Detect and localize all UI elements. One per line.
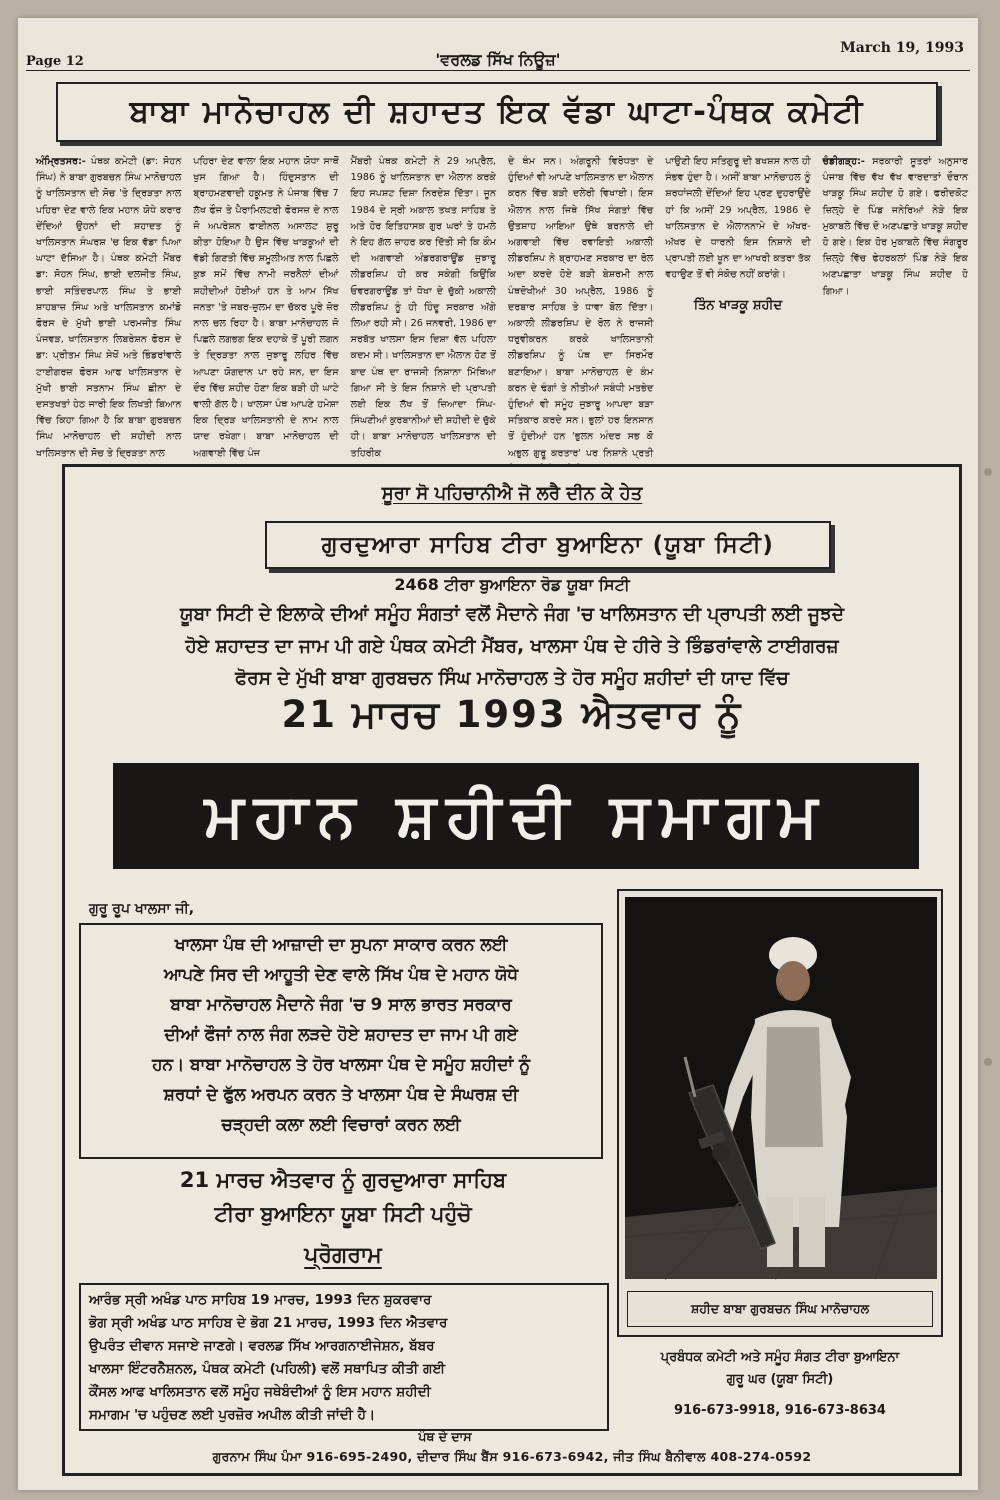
article-text: ਮੈਂਬਰੀ ਪੰਥਕ ਕਮੇਟੀ ਨੇ 29 ਅਪ੍ਰੈਲ, 1986 ਨੂੰ ਖਾਲਿਸਤਾਨ ਦਾ ਐਲਾਨ ਕਰਕੇ ਇਹ ਸਪਸ਼ਟ ਦਿਸ਼ਾ ਨਿਰਦੇਸ਼ ਦਿੱਤਾ। ਜੂਨ 1984 ਦੇ ਸ੍ਰੀ ਅਕਾਲ ਤਖਤ ਸਾਹਿਬ ਤੇ ਅਤੇ ਹੋਰ ਇਤਿਹਾਸਕ ਗੁਰ ਘਰਾਂ ਤੇ ਹਮਲੇ ਨੇ ਇਹ ਗੱਲ ਜ਼ਾਹਰ ਕਰ ਦਿੱਤੀ ਸੀ ਕਿ ਕੌਮ ਦੀ ਅਗਵਾਈ ਅੰਡਰਗਰਾਊਂਡ ਜੁਝਾਰੂ ਲੀਡਰਸ਼ਿਪ ਹੀ ਕਰ ਸਕੇਗੀ ਕਿਉਂਕਿ ਓਵਰਗਰਾਊਂਡ ਤਾਂ ਧੋਖਾ ਦੇ ਚੁੱਕੀ ਅਕਾਲੀ ਲੀਡਰਸ਼ਿਪ ਨੂੰ ਹੀ ਹਿੰਦੂ ਸਰਕਾਰ ਅੱਗੇ ਲਿਆ ਰਹੀ ਸੀ। 26 ਜਨਵਰੀ, 1986 ਦਾ ਸਰਬੱਤ ਖਾਲਸਾ ਇਸ ਦਿਸ਼ਾ ਵੱਲ ਪਹਿਲਾ ਕਦਮ ਸੀ। ਖਾਲਿਸਤਾਨ ਦਾ ਐਲਾਨ ਹੋਣ ਤੋਂ ਬਾਦ ਪੰਥ ਦਾ ਰਾਜਸੀ ਨਿਸ਼ਾਨਾ ਮਿੱਥਿਆ ਗਿਆ ਸੀ ਤੇ ਇਸ ਨਿਸ਼ਾਨੇ ਦੀ ਪ੍ਰਾਪਤੀ ਲਈ ਇਕ ਲੱਖ ਤੋਂ ਜ਼ਿਆਦਾ ਸਿੰਘ-ਸਿੰਘਣੀਆਂ ਕੁਰਬਾਨੀਆਂ ਦੀ ਸ਼ਹੀਦੀ ਦੇ ਚੁੱਕੇ ਹੀ। ਬਾਬਾ ਮਾਨੋਚਾਹਲ ਖਾਲਿਸਤਾਨ ਦੀ ਤਹਿਰੀਕ xyxy=(350,156,496,459)
motto: ਸੂਰਾ ਸੋ ਪਹਿਚਾਨੀਐ ਜੋ ਲਰੈ ਦੀਨ ਕੇ ਹੇਤ xyxy=(381,483,643,504)
gurdwara-address: 2468 ਟੀਰਾ ਬੁਆਇਨਾ ਰੋਡ ਯੂਬਾ ਸਿਟੀ xyxy=(394,575,630,594)
article-column-4 xyxy=(507,154,654,459)
invitation-text: ਯੂਬਾ ਸਿਟੀ ਦੇ ਇਲਾਕੇ ਦੀਆਂ ਸਮੂੰਹ ਸੰਗਤਾਂ ਵਲੋਂ ਮੈਦਾਨੇ ਜੰਗ 'ਚ ਖਾਲਿਸਤਾਨ ਦੀ ਪ੍ਰਾਪਤੀ ਲਈ ਜੂਝਦੇ ਹੋਏ ਸ਼ਹਾਦਤ ਦਾ ਜਾਮ ਪੀ ਗਏ ਪੰਥਕ ਕਮੇਟੀ ਮੈਂਬਰ, ਖਾਲਸਾ ਪੰਥ ਦੇ ਹੀਰੇ ਤੇ ਭਿੰਡਰਾਂਵਾਲੇ ਟਾਈਗਰਜ਼ ਫੋਰਸ ਦੇ ਮੁੱਖੀ ਬਾਬਾ ਗੁਰਬਚਨ ਸਿੰਘ ਮਾਨੋਚਾਹਲ ਤੇ ਹੋਰ ਸਮੂੰਹ ਸ਼ਹੀਦਾਂ ਦੀ ਯਾਦ ਵਿੱਚ xyxy=(179,604,845,689)
page-number: Page 12 xyxy=(26,54,84,69)
program-title: ਪ੍ਰੋਗਰਾਮ xyxy=(304,1243,382,1268)
organizer-phones: 916-673-9918, 916-673-8634 xyxy=(674,1403,886,1418)
article-text: ਪਹਿਰਾ ਦੇਣ ਵਾਲਾ ਇਕ ਮਹਾਨ ਯੋਧਾ ਸਾਥੋਂ ਖੁਸ ਗਿਆ ਹੈ। ਹਿੰਦੁਸਤਾਨ ਦੀ ਬ੍ਰਾਹਮਣਵਾਦੀ ਹਕੂਮਤ ਨੇ ਪੰਜਾਬ ਵਿੱਚ 7 ਲੱਖ ਫੌਜ ਤੇ ਪੈਰਾਮਿਲਟਰੀ ਫੋਰਸਜ਼ ਦੇ ਨਾਲ ਜੋ ਅਪਰੇਸ਼ਨ ਫਾਈਨਲ ਅਸਾਲਟ ਸ਼ੁਰੂ ਕੀਤਾ ਹੋਇਆ ਹੈ ਉਸ ਵਿੱਚ ਖਾੜਕੂਆਂ ਦੀ ਵੱਡੀ ਗਿਣਤੀ ਵਿੱਚ ਸ਼ਮੂਲੀਅਤ ਨਾਲ ਪਿਛਲੇ ਕੁਝ ਸਮੇਂ ਵਿੱਚ ਨਾਮੀ ਜਰਨੈਲਾਂ ਦੀਆਂ ਸ਼ਹੀਦੀਆਂ ਹੋਈਆਂ ਹਨ ਤੇ ਆਮ ਸਿੱਖ ਜਨਤਾ 'ਤੇ ਜਬਰ-ਜ਼ੁਲਮ ਦਾ ਚੱਕਰ ਪੂਰੇ ਜ਼ੋਰ ਨਾਲ ਚਲ ਰਿਹਾ ਹੈ। ਬਾਬਾ ਮਾਨੋਚਾਹਲ ਜੋ ਪਿਛਲੇ ਲਗਭਗ ਇਕ ਦਹਾਕੇ ਤੋਂ ਪੂਰੀ ਲਗਨ ਤੇ ਦ੍ਰਿੜਤਾ ਨਾਲ ਜੁਝਾਰੂ ਲਹਿਰ ਵਿੱਚ ਆਪਣਾ ਯੋਗਦਾਨ ਪਾ ਰਹੇ ਸਨ, ਦਾ ਇਸ ਦੌਰ ਵਿੱਚ ਸ਼ਹੀਦ ਹੋਣਾ ਇਕ ਬੜੀ ਹੀ ਘਾਟੇ ਵਾਲੀ ਗੱਲ ਹੈ। ਖਾਲਸਾ ਪੰਥ ਆਪਣੇ ਹਮੇਸ਼ਾ ਇਕ ਦ੍ਰਿੜ ਖਾਲਿਸਤਾਨੀ ਦੇ ਨਾਮ ਨਾਲ ਯਾਦ ਰਖੇਗਾ। ਬਾਬਾ ਮਾਨੋਚਾਹਲ ਦੀ ਅਗਵਾਈ ਵਿੱਚ ਪੰਜ xyxy=(193,156,339,459)
subheading: ਤਿੰਨ ਖਾੜਕੂ ਸ਼ਹੀਦ xyxy=(693,297,783,313)
venue-callout: 21 ਮਾਰਚ ਐਤਵਾਰ ਨੂੰ ਗੁਰਦੁਆਰਾ ਸਾਹਿਬ ਟੀਰਾ ਬੁਆਇਨਾ ਯੂਬਾ ਸਿਟੀ ਪਹੁੰਚੋ xyxy=(179,1168,507,1226)
event-banner: ਮਹਾਨ ਸ਼ਹੀਦੀ ਸਮਾਗਮ xyxy=(113,763,919,869)
newspaper-page xyxy=(18,18,978,1490)
dateline: ਚੰਡੀਗੜ੍ਹ:- xyxy=(822,156,865,167)
headline: ਬਾਬਾ ਮਾਨੋਚਾਹਲ ਦੀ ਸ਼ਹਾਦਤ ਇਕ ਵੱਡਾ ਘਾਟਾ-ਪੰਥਕ ਕਮੇਟੀ xyxy=(56,82,938,142)
event-date: 21 ਮਾਰਚ 1993 ਐਤਵਾਰ ਨੂੰ xyxy=(281,693,743,736)
issue-date: March 19, 1993 xyxy=(840,40,964,56)
newspaper-name: 'ਵਰਲਡ ਸਿੱਖ ਨਿਊਜ਼' xyxy=(435,50,561,69)
portrait-photo xyxy=(625,897,935,1279)
portrait-frame xyxy=(617,889,943,1337)
portrait-illustration xyxy=(625,897,937,1279)
message-box: ਖਾਲਸਾ ਪੰਥ ਦੀ ਆਜ਼ਾਦੀ ਦਾ ਸੁਪਨਾ ਸਾਕਾਰ ਕਰਨ ਲਈ ਆਪਣੇ ਸਿਰ ਦੀ ਆਹੂਤੀ ਦੇਣ ਵਾਲੇ ਸਿੱਖ ਪੰਥ ਦੇ ਮਹਾਨ ਯੋਧੇ ਬਾਬਾ ਮਾਨੋਚਾਹਲ ਮੈਦਾਨੇ ਜੰਗ 'ਚ 9 ਸਾਲ ਭਾਰਤ ਸਰਕਾਰ ਦੀਆਂ ਫੌਜਾਂ ਨਾਲ ਜੰਗ ਲੜਦੇ ਹੋਏ ਸ਼ਹਾਦਤ ਦਾ ਜਾਮ ਪੀ ਗਏ ਹਨ। ਬਾਬਾ ਮਾਨੋਚਾਹਲ ਤੇ ਹੋਰ ਖਾਲਸਾ ਪੰਥ ਦੇ ਸਮੂੰਹ ਸ਼ਹੀਦਾਂ ਨੂੰ ਸ਼ਰਧਾਂ ਦੇ ਫੁੱਲ ਅਰਪਨ ਕਰਨ ਤੇ ਖਾਲਸਾ ਪੰਥ ਦੇ ਸੰਘਰਸ਼ ਦੀ ਚੜ੍ਹਦੀ ਕਲਾ ਲਈ ਵਿਚਾਰਾਂ ਕਰਨ ਲਈ xyxy=(79,923,603,1159)
binder-hole xyxy=(984,1058,992,1066)
portrait-caption: ਸ਼ਹੀਦ ਬਾਬਾ ਗੁਰਬਚਨ ਸਿੰਘ ਮਾਨੋਚਾਹਲ xyxy=(627,1291,933,1327)
article-column-3 xyxy=(350,154,496,459)
dateline: ਅੰਮ੍ਰਿਤਸਰ:- xyxy=(36,156,86,167)
masthead-rule xyxy=(26,70,970,71)
organizers: ਪ੍ਰਬੰਧਕ ਕਮੇਟੀ ਅਤੇ ਸਮੂੰਹ ਸੰਗਤ ਟੀਰਾ ਬੁਆਇਨਾ ਗੁਰੂ ਘਰ (ਯੂਬਾ ਸਿਟੀ) xyxy=(660,1350,900,1387)
article-columns xyxy=(36,154,968,459)
article-column-1 xyxy=(36,154,182,459)
article-text: ਸਰਕਾਰੀ ਸੂਤਰਾਂ ਅਨੁਸਾਰ ਪੰਜਾਬ ਵਿੱਚ ਵੱਖ ਵੱਖ ਵਾਰਦਾਤਾਂ ਦੌਰਾਨ ਖਾੜਕੂ ਸਿੰਘ ਸ਼ਹੀਦ ਹੋ ਗਏ। ਫਰੀਦਕੋਟ ਜ਼ਿਲ੍ਹੇ ਦੇ ਪਿੰਡ ਜਨੇਰਿਆਂ ਨੇੜੇ ਇਕ ਮੁਕਾਬਲੇ ਵਿੱਚ ਦੋ ਅਣਪਛਾਤੇ ਖਾੜਕੂ ਸ਼ਹੀਦ ਹੋ ਗਏ। ਇਕ ਹੋਰ ਮੁਕਾਬਲੇ ਵਿੱਚ ਸੰਗਰੂਰ ਜ਼ਿਲ੍ਹੇ ਵਿੱਚ ਫੇਹਰਕਲਾਂ ਪਿੰਡ ਨੇੜੇ ਇਕ ਅਣਪਛਾਤਾ ਖਾੜਕੂ ਸਿੰਘ ਸ਼ਹੀਦ ਹੋ ਗਿਆ। xyxy=(822,156,968,297)
program-box: ਆਰੰਭ ਸ੍ਰੀ ਅਖੰਡ ਪਾਠ ਸਾਹਿਬ 19 ਮਾਰਚ, 1993 ਦਿਨ ਸ਼ੁਕਰਵਾਰ ਭੋਗ ਸ੍ਰੀ ਅਖੰਡ ਪਾਠ ਸਾਹਿਬ ਦੇ ਭੋਗ 21 ਮਾਰਚ, 1993 ਦਿਨ ਐਤਵਾਰ ਉਪਰੰਤ ਦੀਵਾਨ ਸਜਾਏ ਜਾਣਗੇ। ਵਰਲਡ ਸਿੱਖ ਆਰਗਨਾਈਜੇਸ਼ਨ, ਬੱਬਰ ਖਾਲਸਾ ਇੰਟਰਨੈਸ਼ਨਲ, ਪੰਥਕ ਕਮੇਟੀ (ਪਹਿਲੀ) ਵਲੋਂ ਸਥਾਪਿਤ ਕੀਤੀ ਗਈ ਕੌਂਸਲ ਆਫ ਖਾਲਿਸਤਾਨ ਵਲੋਂ ਸਮੂੰਹ ਜਥੇਬੰਦੀਆਂ ਨੂੰ ਇਸ ਮਹਾਨ ਸ਼ਹੀਦੀ ਸਮਾਗਮ 'ਚ ਪਹੁੰਚਣ ਲਈ ਪੁਰਜ਼ੋਰ ਅਪੀਲ ਕੀਤੀ ਜਾਂਦੀ ਹੈ। xyxy=(79,1283,609,1431)
masthead xyxy=(26,40,970,69)
article-text: ਪੰਥਕ ਕਮੇਟੀ (ਡਾ: ਸੋਹਨ ਸਿੰਘ) ਨੇ ਬਾਬਾ ਗੁਰਬਚਨ ਸਿੰਘ ਮਾਨੋਚਾਹਲ ਨੂੰ ਖਾਲਿਸਤਾਨ ਦੀ ਸੋਚ 'ਤੇ ਦ੍ਰਿੜਤਾ ਨਾਲ ਪਹਿਰਾ ਦੇਣ ਵਾਲੇ ਇਕ ਮਹਾਨ ਯੋਧੇ ਕਰਾਰ ਦੇਂਦਿਆਂ ਉਹਨਾਂ ਦੀ ਸ਼ਹਾਦਤ ਨੂੰ ਖਾਲਿਸਤਾਨ ਸੰਘਰਸ਼ 'ਚ ਇਕ ਵੱਡਾ ਪਿਆ ਘਾਟਾ ਦੱਸਿਆ ਹੈ। ਪੰਥਕ ਕਮੇਟੀ ਮੈਂਬਰ ਡਾ: ਸੋਹਨ ਸਿੰਘ, ਭਾਈ ਦਲਜੀਤ ਸਿੰਘ, ਭਾਈ ਸਤਿੰਦਰਪਾਲ ਸਿੰਘ ਤੇ ਭਾਈ ਸ਼ਾਹਬਾਜ਼ ਸਿੰਘ ਅਤੇ ਖਾਲਿਸਤਾਨ ਕਮਾਂਡੋ ਫੋਰਸ ਦੇ ਮੁੱਖੀ ਭਾਈ ਪਰਮਜੀਤ ਸਿੰਘ ਪੰਜਵੜ, ਖਾਲਿਸਤਾਨ ਲਿਬਰੇਸ਼ਨ ਫੋਰਸ ਦੇ ਡਾ: ਪ੍ਰੀਤਮ ਸਿੰਘ ਸੇਖੋਂ ਅਤੇ ਭਿੰਡਰਾਂਵਾਲੇ ਟਾਈਗਰਜ਼ ਫੋਰਸ ਆਫ ਖਾਲਿਸਤਾਨ ਦੇ ਮੁੱਖੀ ਭਾਈ ਸਤਨਾਮ ਸਿੰਘ ਛੀਨਾ ਦੇ ਦਸਤਖਤਾਂ ਹੇਠ ਜਾਰੀ ਇਕ ਲਿਖਤੀ ਬਿਆਨ ਵਿੱਚ ਕਿਹਾ ਗਿਆ ਹੈ ਕਿ ਬਾਬਾ ਗੁਰਬਚਨ ਸਿੰਘ ਮਾਨੋਚਾਹਲ ਦੀ ਸ਼ਹੀਦੀ ਨਾਲ ਖਾਲਿਸਤਾਨ ਦੀ ਸੋਚ ਤੇ ਦ੍ਰਿੜਤਾ ਨਾਲ xyxy=(36,156,182,459)
article-column-5 xyxy=(665,154,968,454)
article-text: ਦੇ ਥੰਮ ਸਨ। ਅੰਗਰੂਨੀ ਵਿਰੋਧਤਾ ਦੇ ਹੁੰਦਿਆਂ ਵੀ ਆਪਣੇ ਖਾਲਿਸਤਾਨ ਦਾ ਐਲਾਨ ਕਰਨ ਵਿੱਚ ਬੜੀ ਦਲੇਰੀ ਵਿਖਾਈ। ਇਸ ਐਲਾਨ ਨਾਲ ਜਿਥੇ ਸਿੱਖ ਸੰਗਤਾਂ ਵਿੱਚ ਉਤਸ਼ਾਹ ਆਇਆ ਉਥੇ ਬਰਨਾਲੇ ਦੀ ਅਗਵਾਈ ਵਿੱਚ ਰਵਾਇਤੀ ਅਕਾਲੀ ਲੀਡਰਸ਼ਿਪ ਨੇ ਬ੍ਰਾਹਮਣ ਸਰਕਾਰ ਦਾ ਰੋਲ ਅਦਾ ਕਰਦੇ ਹੋਏ ਬੜੀ ਬੇਸ਼ਰਮੀ ਨਾਲ ਪੰਥਦੋਖੀਆਂ 30 ਅਪ੍ਰੈਲ, 1986 ਨੂੰ ਦਰਬਾਰ ਸਾਹਿਬ ਤੇ ਧਾਵਾ ਬੋਲ ਦਿੱਤਾ। ਅਕਾਲੀ ਲੀਡਰਸ਼ਿਪ ਦੇ ਰੋਲ ਨੇ ਰਾਜਸੀ ਧਰੁਵੀਕਰਨ ਕਰਕੇ ਖਾਲਿਸਤਾਨੀ ਲੀਡਰਸ਼ਿਪ ਨੂੰ ਪੰਥ ਦਾ ਸਿਰਮੌਰ ਬਣਾਇਆ। ਬਾਬਾ ਮਾਨੋਚਾਹਲ ਦੇ ਕੰਮ ਕਰਨ ਦੇ ਢੰਗਾਂ ਤੇ ਨੀਤੀਆਂ ਸਬੰਧੀ ਮਤਭੇਦ ਹੁੰਦਿਆਂ ਵੀ ਸਮੂੰਹ ਜੁਝਾਰੂ ਆਪਦਾ ਬੜਾ ਸਤਿਕਾਰ ਕਰਦੇ ਸਨ। ਭੁਲਾਂ ਹਰ ਇਨਸਾਨ ਤੋਂ ਹੁੰਦੀਆਂ ਹਨ 'ਭੁਲਨ ਅੰਦਰ ਸਭ ਕੋ ਅਭੁਲ ਗੁਰੂ ਕਰਤਾਰ' ਪਰ ਨਿਸ਼ਾਨੇ ਪ੍ਰਤੀ xyxy=(507,156,654,459)
signature-line: ਪੰਥ ਦੇ ਦਾਸ xyxy=(418,1429,472,1444)
gurdwara-name: ਗੁਰਦੁਆਰਾ ਸਾਹਿਬ ਟੀਰਾ ਬੁਆਇਨਾ (ਯੂਬਾ ਸਿਟੀ) xyxy=(265,521,831,569)
article-text: ਪਾਉਣੀ ਇਹ ਸਤਿਗੁਰੂ ਦੀ ਬਖਸ਼ਸ ਨਾਲ ਹੀ ਸੰਭਵ ਹੁੰਦਾ ਹੈ। ਅਸੀਂ ਬਾਬਾ ਮਾਨੋਚਾਹਲ ਨੂੰ ਸ਼ਰਧਾਂਜਲੀ ਦੇਂਦਿਆਂ ਇਹ ਪ੍ਰਣ ਦੁਹਰਾਉਂਦੇ ਹਾਂ ਕਿ ਅਸੀਂ 29 ਅਪ੍ਰੈਲ, 1986 ਦੇ ਖਾਲਿਸਤਾਨ ਦੇ ਐਲਾਨਨਾਮੇ ਦੇ ਅੱਖਰ-ਅੱਖਰ ਦੇ ਧਾਰਨੀ ਇਸ ਨਿਸ਼ਾਨੇ ਦੀ ਪ੍ਰਾਪਤੀ ਲਈ ਖੂਨ ਦਾ ਆਖਰੀ ਕਤਰਾ ਤੱਕ ਵਹਾਉਣ ਤੋਂ ਵੀ ਸੰਕੋਚ ਨਹੀਂ ਕਰਾਂਗੇ। xyxy=(665,156,811,281)
greeting: ਗੁਰੂ ਰੂਪ ਖਾਲਸਾ ਜੀ, xyxy=(89,901,195,917)
memorial-advertisement xyxy=(62,464,962,1476)
contact-list: ਗੁਰਨਾਮ ਸਿੰਘ ਪੰਮਾ 916-695-2490, ਦੀਦਾਰ ਸਿੰਘ ਬੈਂਸ 916-673-6942, ਜੀਤ ਸਿੰਘ ਬੈਨੀਵਾਲ 408-274-0592 xyxy=(212,1449,812,1464)
binder-hole xyxy=(984,468,992,476)
article-column-2 xyxy=(193,154,339,459)
